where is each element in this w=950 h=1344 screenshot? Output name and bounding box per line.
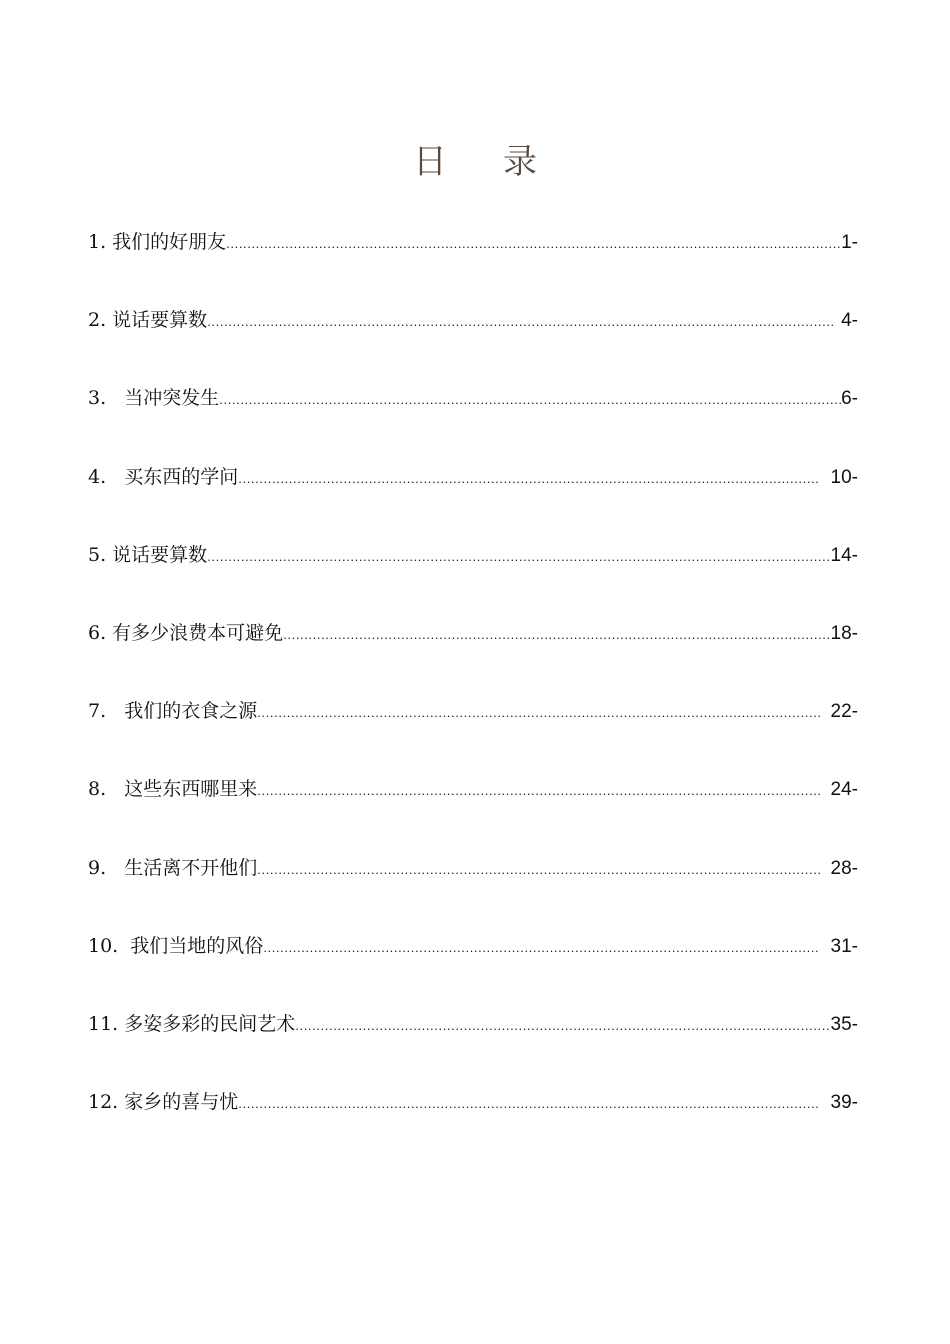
- toc-title: [0, 138, 950, 186]
- toc-entry[interactable]: [88, 926, 858, 1004]
- entry-number: 10.: [88, 934, 131, 957]
- toc-title-char-1: 日: [413, 142, 447, 182]
- entry-number: 5.: [88, 543, 113, 566]
- toc-title-char-2: 录: [503, 142, 537, 182]
- dot-leader: [257, 693, 820, 733]
- entry-title: 家乡的喜与忧: [124, 1091, 239, 1114]
- entry-page-number: 4-: [835, 310, 858, 332]
- dot-leader: [207, 302, 836, 342]
- dot-leader: [219, 380, 841, 420]
- dot-leader: [257, 850, 820, 890]
- entry-page-number: 6-: [841, 388, 858, 410]
- entry-title: 我们的好朋友: [112, 231, 227, 253]
- toc-entry[interactable]: [88, 691, 858, 769]
- entry-page-number: 24-: [819, 779, 858, 801]
- entry-title: 我们当地的风俗: [130, 934, 264, 957]
- entry-number: 4.: [88, 465, 125, 488]
- entry-title: 买东西的学问: [124, 465, 239, 488]
- toc-entry[interactable]: [88, 769, 858, 847]
- entry-number: 8.: [88, 778, 125, 801]
- dot-leader: [263, 928, 820, 968]
- entry-title: 我们的衣食之源: [124, 700, 258, 723]
- entry-number: 9.: [88, 856, 125, 879]
- entry-number: 7.: [88, 700, 125, 723]
- entry-title: 当冲突发生: [124, 387, 220, 410]
- entry-number: 2.: [88, 309, 113, 332]
- dot-leader: [283, 615, 830, 655]
- entry-title: 多姿多彩的民间艺术: [124, 1012, 296, 1035]
- dot-leader: [238, 459, 820, 499]
- dot-leader: [207, 537, 830, 577]
- dot-leader: [238, 1084, 820, 1124]
- entry-page-number: 39-: [819, 1092, 858, 1114]
- entry-number: 6.: [88, 621, 113, 644]
- toc-list: [88, 222, 858, 1160]
- toc-entry[interactable]: [88, 1004, 858, 1082]
- entry-number: 3.: [88, 387, 125, 410]
- toc-entry[interactable]: [88, 535, 858, 613]
- toc-entry[interactable]: [88, 613, 858, 691]
- entry-number: 1.: [88, 231, 113, 253]
- toc-entry[interactable]: [88, 457, 858, 535]
- entry-page-number: 35-: [830, 1013, 858, 1035]
- entry-number: 12.: [88, 1091, 125, 1114]
- toc-entry[interactable]: [88, 1082, 858, 1160]
- entry-title: 有多少浪费本可避免: [112, 621, 284, 644]
- entry-title: 这些东西哪里来: [124, 778, 258, 801]
- entry-page-number: 10-: [819, 466, 858, 488]
- dot-leader: [226, 224, 841, 264]
- toc-entry[interactable]: [88, 222, 858, 300]
- toc-entry[interactable]: [88, 300, 858, 378]
- entry-title: 说话要算数: [112, 543, 208, 566]
- entry-page-number: 14-: [830, 544, 858, 566]
- entry-page-number: 1-: [841, 232, 858, 253]
- entry-page-number: 18-: [830, 622, 858, 644]
- entry-title: 说话要算数: [112, 309, 208, 332]
- entry-number: 11.: [88, 1012, 125, 1035]
- toc-entry[interactable]: [88, 378, 858, 456]
- entry-page-number: 28-: [819, 857, 858, 879]
- entry-page-number: 22-: [819, 701, 858, 723]
- entry-title: 生活离不开他们: [124, 856, 258, 879]
- dot-leader: [295, 1006, 830, 1046]
- dot-leader: [257, 771, 820, 811]
- toc-entry[interactable]: [88, 848, 858, 926]
- entry-page-number: 31-: [819, 935, 858, 957]
